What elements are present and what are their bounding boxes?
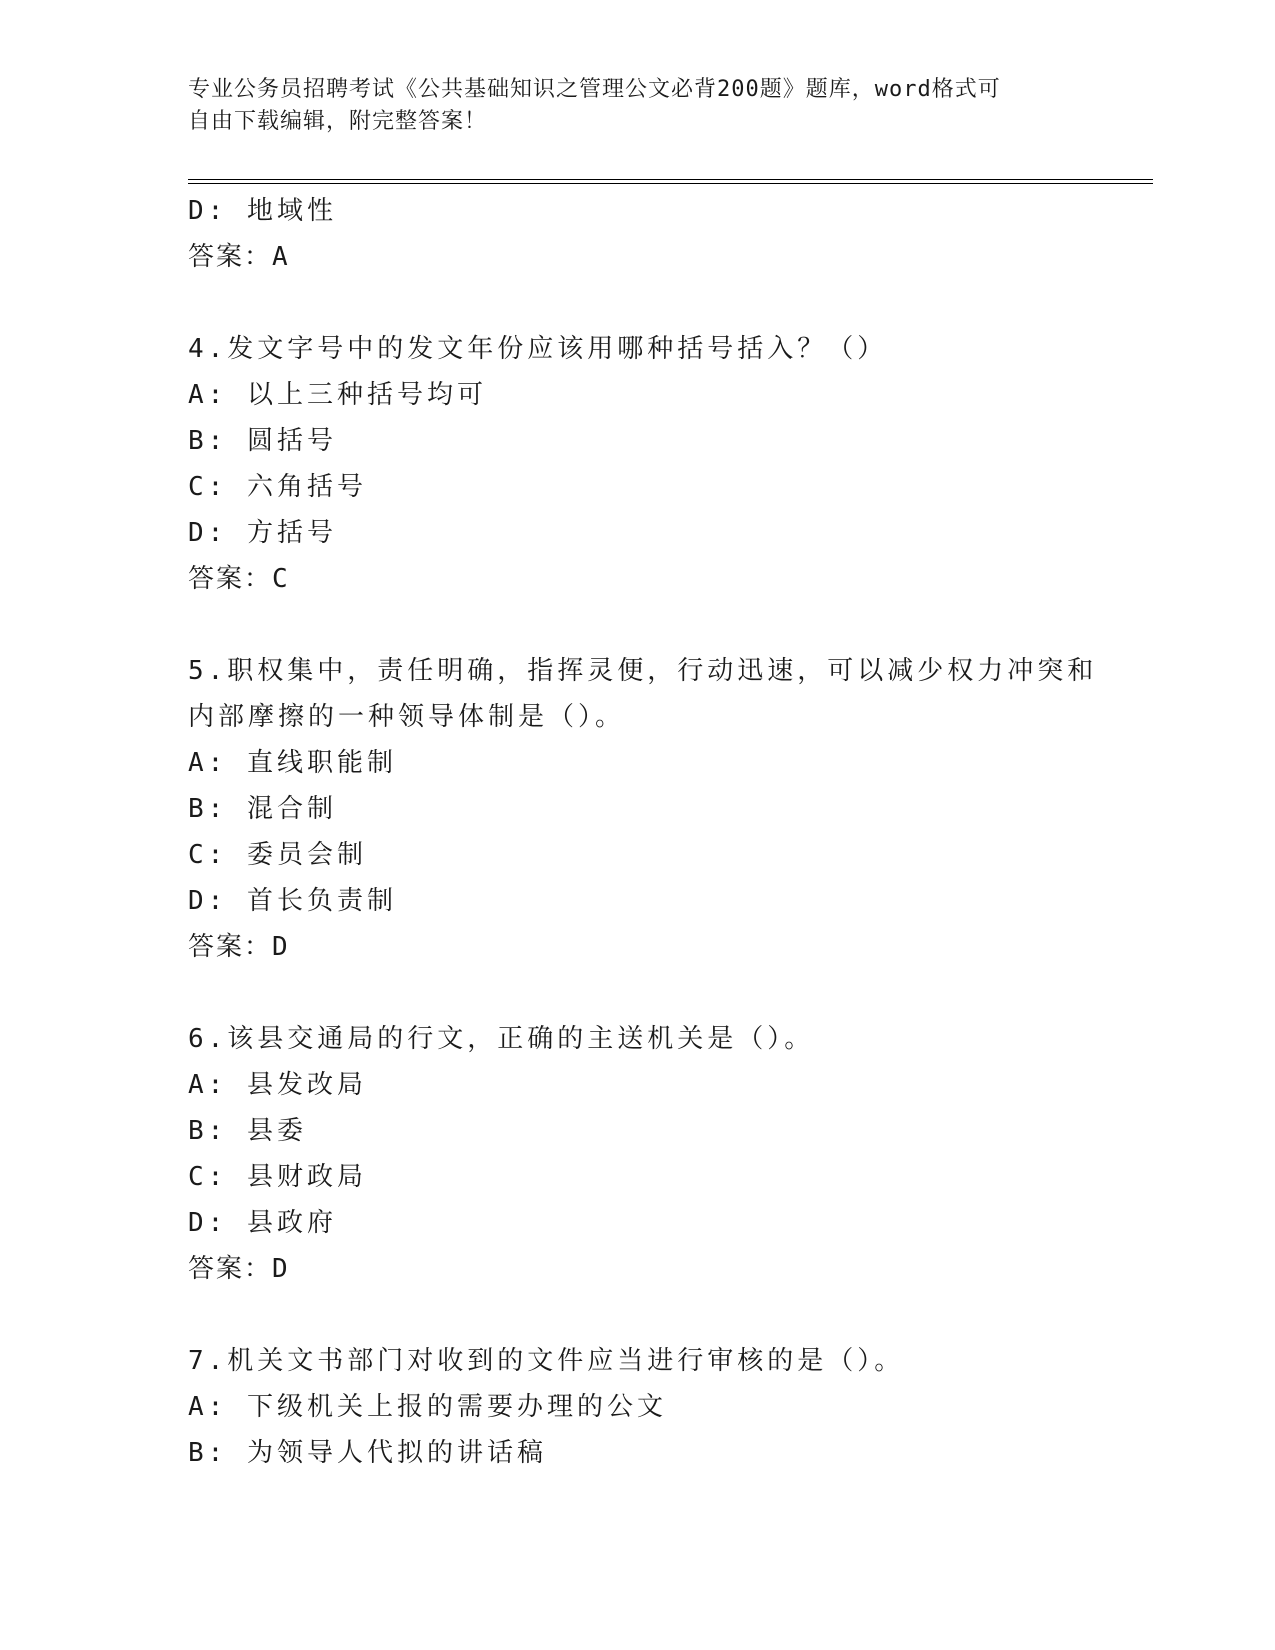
carryover-answer: 答案：A: [188, 242, 290, 272]
option-b: B: 为领导人代拟的讲话稿: [188, 1438, 547, 1468]
option-b: B: 圆括号: [188, 426, 337, 456]
question-4: [188, 326, 1088, 602]
question-7: [188, 1338, 1088, 1476]
option-a: A: 以上三种括号均可: [188, 380, 487, 410]
question-content: [188, 188, 1098, 1476]
carryover-option-d: D: 地域性: [188, 196, 337, 226]
option-b: B: 县委: [188, 1116, 307, 1146]
header-divider-top: [188, 179, 1153, 180]
question-title: 4.发文字号中的发文年份应该用哪种括号括入？（）: [188, 334, 888, 364]
question-title: 7.机关文书部门对收到的文件应当进行审核的是（）。: [188, 1346, 905, 1376]
question-5: [188, 648, 1098, 970]
spacer: [188, 280, 1088, 326]
option-c: C: 六角括号: [188, 472, 367, 502]
option-d: D: 首长负责制: [188, 886, 397, 916]
spacer: [188, 1292, 1088, 1338]
option-b: B: 混合制: [188, 794, 337, 824]
answer: 答案：D: [188, 1254, 290, 1284]
header-divider-bottom: [188, 183, 1153, 184]
option-a: A: 县发改局: [188, 1070, 367, 1100]
option-a: A: 下级机关上报的需要办理的公文: [188, 1392, 667, 1422]
header-line-2: 自由下载编辑，附完整答案！: [188, 109, 488, 134]
header-line-1: 专业公务员招聘考试《公共基础知识之管理公文必背200题》题库，word格式可: [188, 77, 1001, 102]
question-title-line-2: 内部摩擦的一种领导体制是（）。: [188, 702, 626, 732]
answer: 答案：D: [188, 932, 290, 962]
answer: 答案：C: [188, 564, 290, 594]
spacer: [188, 602, 1088, 648]
option-c: C: 委员会制: [188, 840, 367, 870]
question-6: [188, 1016, 1088, 1292]
option-d: D: 县政府: [188, 1208, 337, 1238]
question-title: 6.该县交通局的行文，正确的主送机关是（）。: [188, 1024, 815, 1054]
option-d: D: 方括号: [188, 518, 337, 548]
option-a: A: 直线职能制: [188, 748, 397, 778]
spacer: [188, 970, 1088, 1016]
question-title-line-1: 5.职权集中，责任明确，指挥灵便，行动迅速，可以减少权力冲突和: [188, 656, 1098, 686]
option-c: C: 县财政局: [188, 1162, 367, 1192]
document-header: [188, 74, 1068, 138]
